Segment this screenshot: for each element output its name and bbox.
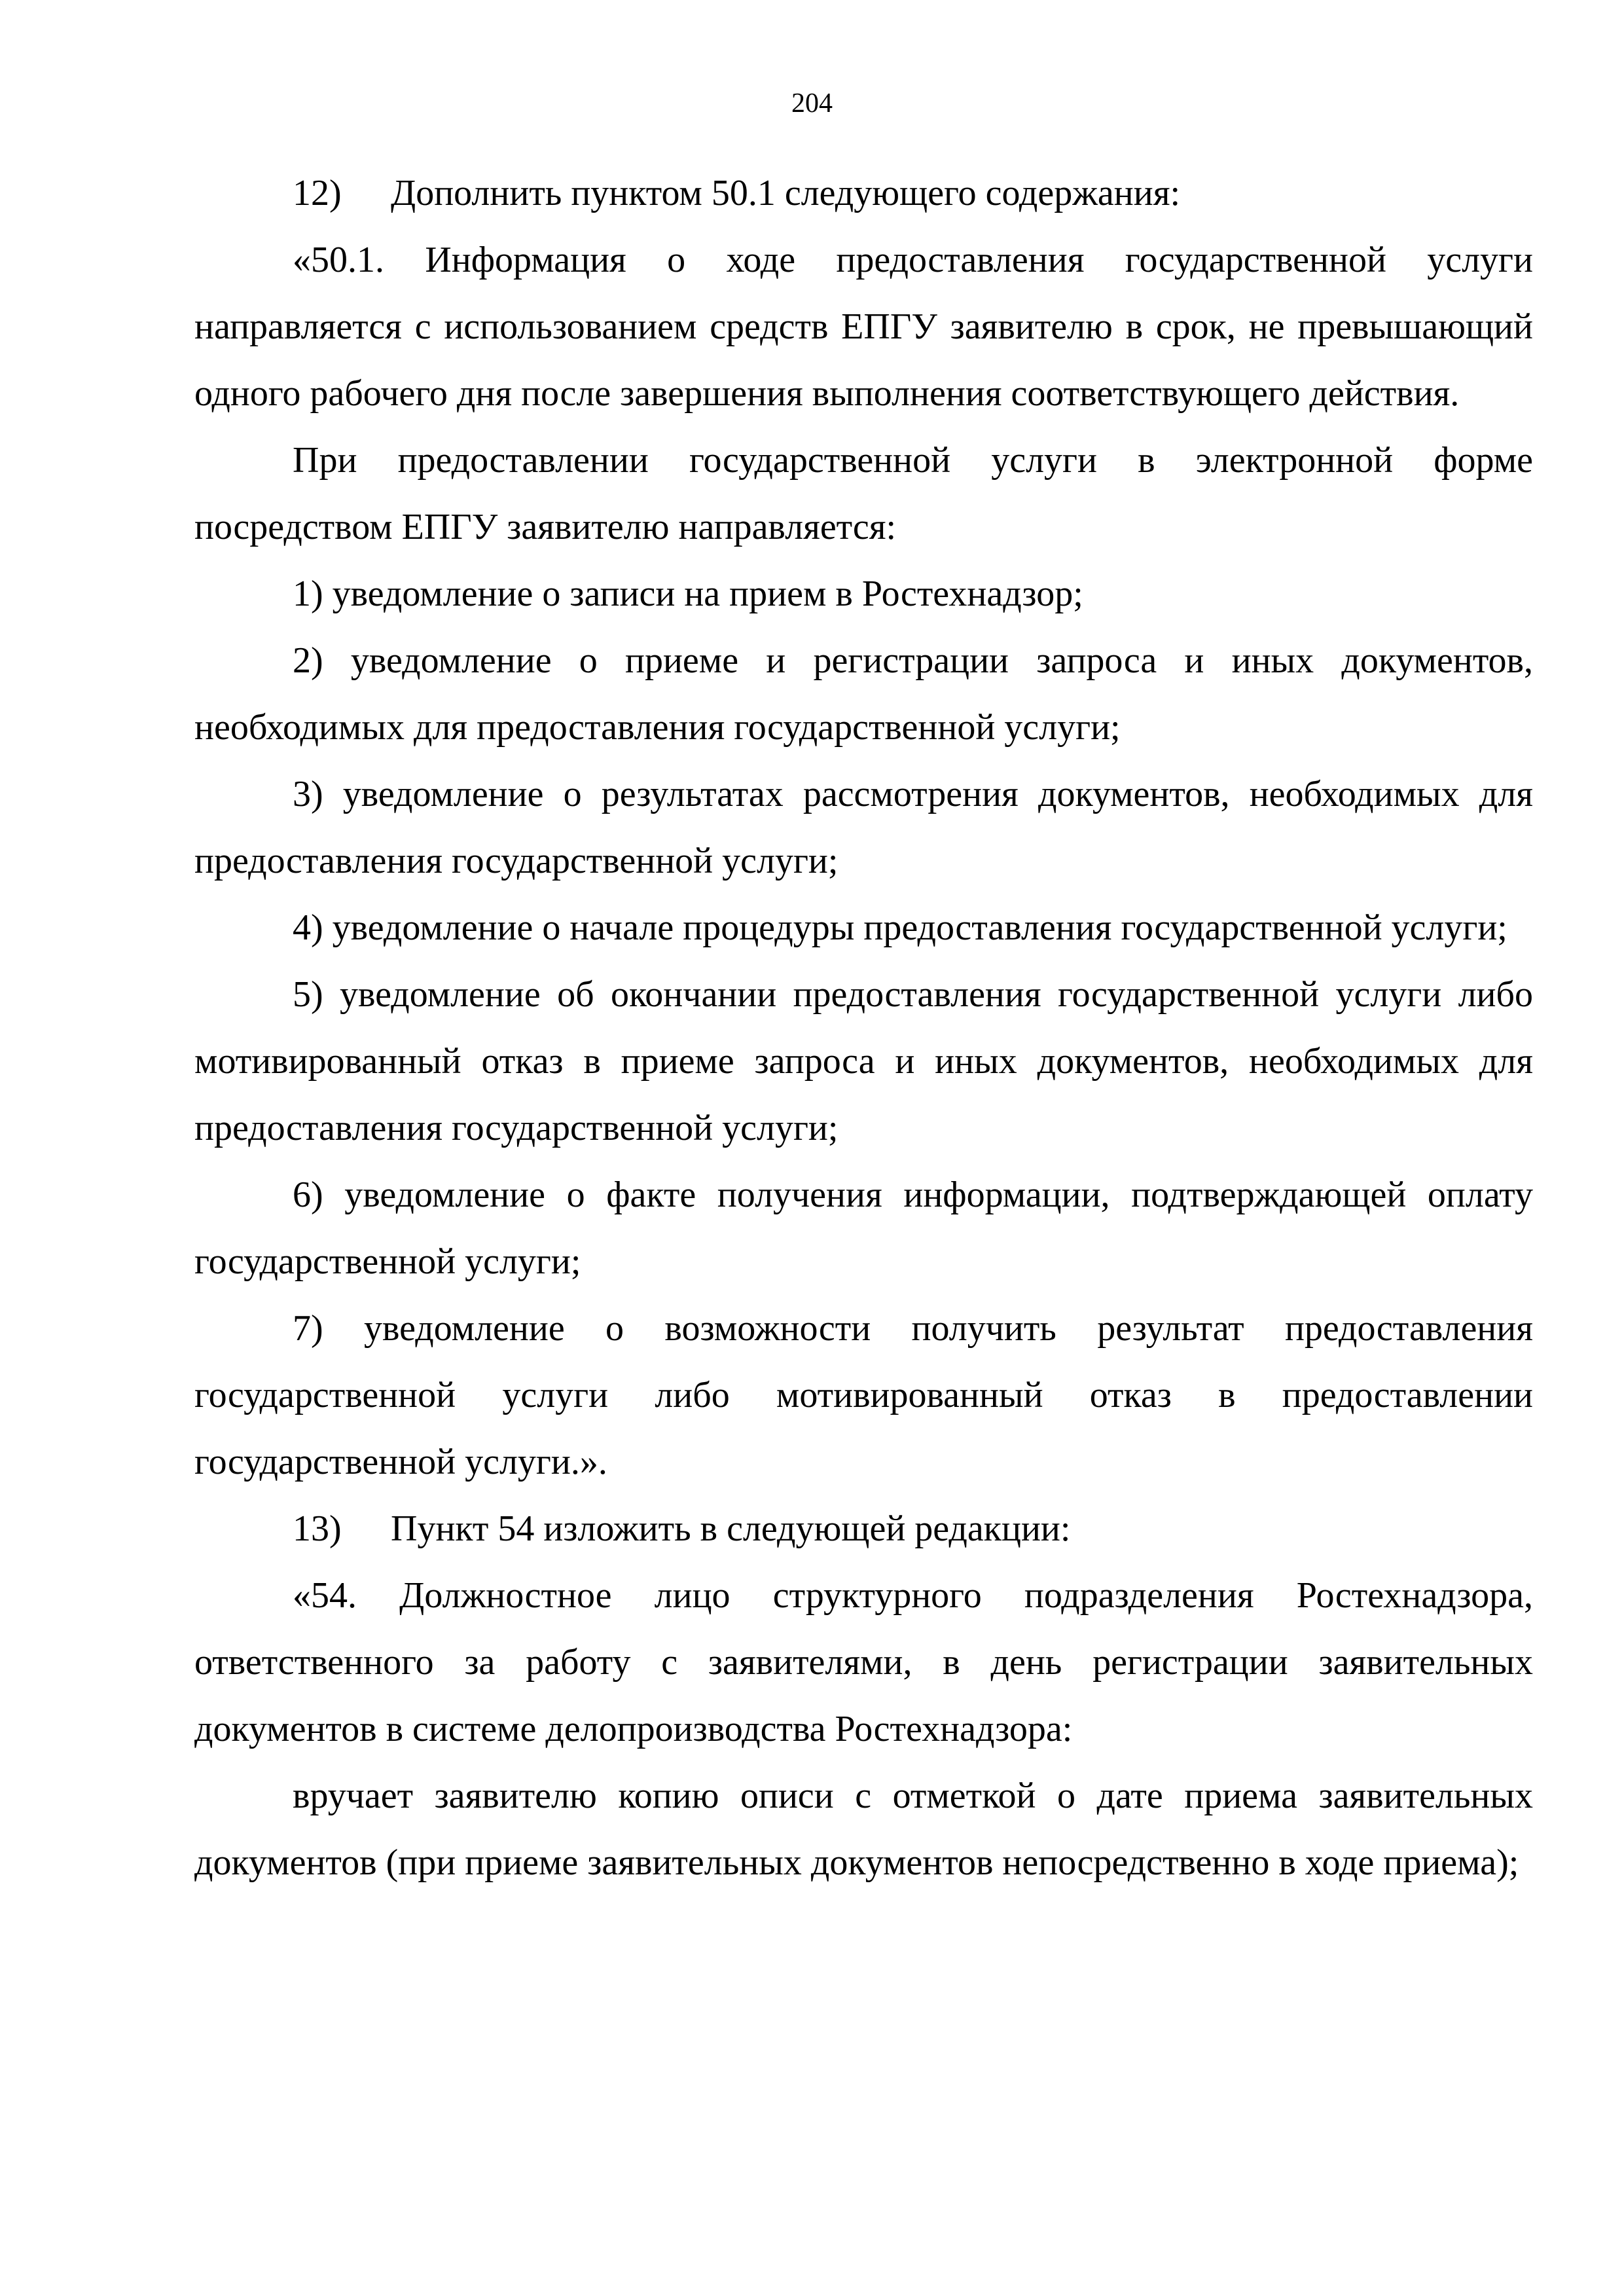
paragraph: «50.1. Информация о ходе предоставления государственной услуги направляется с использованием средств ЕПГУ заявителю в срок, не превышающий одного рабочего дня после завершения выполнения соответствующего действия.: [194, 240, 1533, 414]
list-item: 7) уведомление о возможности получить результат предоставления государственной услуги либо мотивированный отказ в предоставлении государственной услуги.».: [194, 1308, 1533, 1482]
list-item: 1) уведомление о записи на прием в Ростехнадзор;: [293, 574, 1083, 614]
page-number: 204: [791, 88, 833, 118]
list-item: 3) уведомление о результатах рассмотрения документов, необходимых для предоставления государственной услуги;: [194, 774, 1533, 881]
paragraph-item-13: [194, 1495, 1533, 1562]
document-body: [194, 160, 1533, 1896]
paragraph: вручает заявителю копию описи с отметкой о дате приема заявительных документов (при приеме заявительных документов непосредственно в ходе приема);: [194, 1776, 1533, 1883]
list-item: 6) уведомление о факте получения информации, подтверждающей оплату государственной услуги;: [194, 1175, 1533, 1282]
paragraph: «54. Должностное лицо структурного подразделения Ростехнадзора, ответственного за работу с заявителями, в день регистрации заявительных документов в системе делопроизводства Ростехнадзора:: [194, 1575, 1533, 1749]
list-item: 4) уведомление о начале процедуры предоставления государственной услуги;: [293, 907, 1507, 948]
list-item: 5) уведомление об окончании предоставления государственной услуги либо мотивированный отказ в приеме запроса и иных документов, необходимых для предоставления государственной услуги;: [194, 974, 1533, 1148]
list-item: 2) уведомление о приеме и регистрации запроса и иных документов, необходимых для предоставления государственной услуги;: [194, 640, 1533, 748]
paragraph-text: Пункт 54 изложить в следующей редакции:: [391, 1508, 1071, 1549]
paragraph-item-12: [194, 160, 1533, 227]
item-number: 12): [293, 173, 342, 213]
paragraph: При предоставлении государственной услуги в электронной форме посредством ЕПГУ заявителю направляется:: [194, 440, 1533, 547]
item-number: 13): [293, 1508, 342, 1549]
paragraph-text: Дополнить пунктом 50.1 следующего содержания:: [391, 173, 1181, 213]
